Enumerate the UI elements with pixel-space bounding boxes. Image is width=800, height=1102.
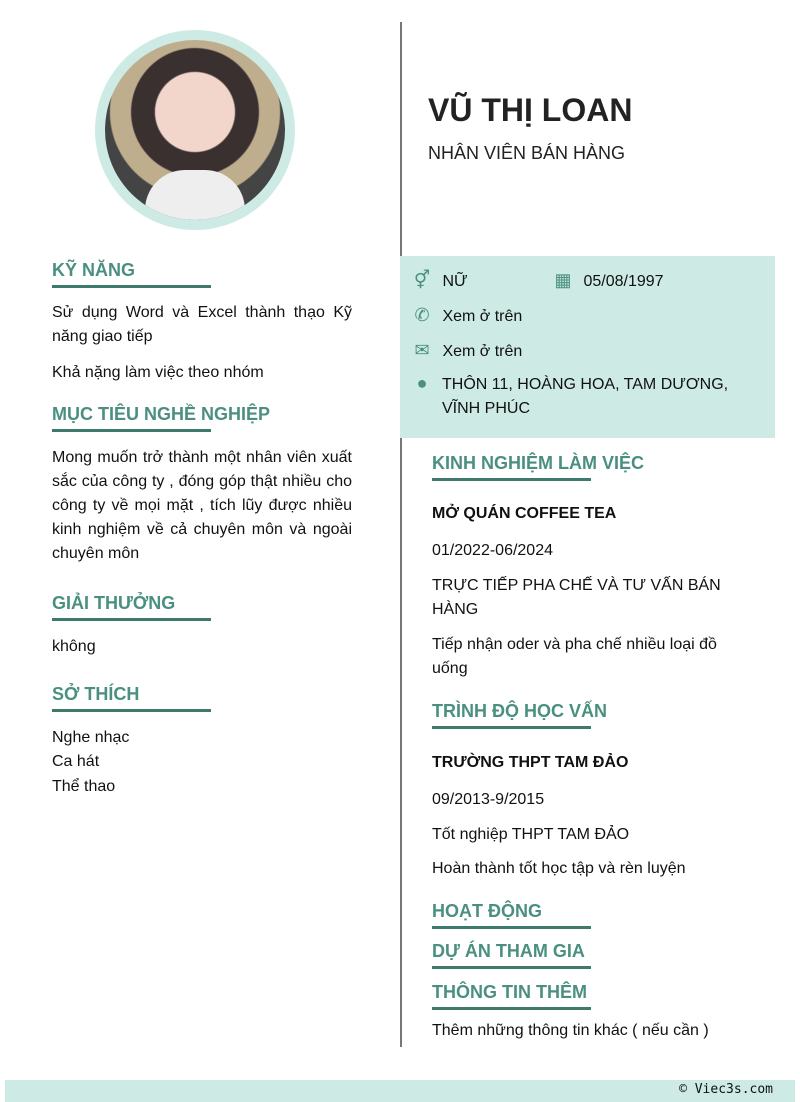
dob-value: 05/08/1997 — [583, 273, 664, 290]
education-period: 09/2013-9/2015 — [432, 791, 545, 808]
avatar — [95, 30, 295, 230]
skills-heading: KỸ NĂNG — [52, 260, 211, 288]
column-divider — [400, 22, 402, 1047]
skill-item: Khả nặng làm việc theo nhóm — [52, 364, 264, 381]
hobby-item: Thể thao — [52, 778, 116, 795]
gender-icon: ⚥ — [413, 270, 431, 290]
hobbies-heading: SỞ THÍCH — [52, 684, 211, 712]
experience-period: 01/2022-06/2024 — [432, 542, 553, 559]
education-degree: Tốt nghiệp THPT TAM ĐẢO — [432, 826, 630, 843]
objective-heading: MỤC TIÊU NGHỀ NGHIỆP — [52, 404, 211, 432]
candidate-name: VŨ THỊ LOAN — [428, 92, 633, 128]
address-value: THÔN 11, HOÀNG HOA, TAM DƯƠNG, VĨNH PHÚC — [442, 376, 729, 417]
email-row — [412, 340, 522, 364]
objective-text: Mong muốn trở thành một nhân viên xuất sắc của công ty , đóng góp thật nhiều cho công ty về mọi mặt , tích lũy được nhiều kinh nghiệm về cả chuyên môn và ngoài chuyên môn — [52, 449, 352, 562]
calendar-icon: ▦ — [554, 270, 572, 290]
extra-info-text: Thêm những thông tin khác ( nếu cần ) — [432, 1022, 709, 1039]
phone-value: Xem ở trên — [442, 308, 523, 325]
location-pin-icon: ● — [416, 373, 428, 393]
activities-heading: HOẠT ĐỘNG — [432, 901, 591, 929]
job-title: NHÂN VIÊN BÁN HÀNG — [428, 143, 626, 163]
experience-role: TRỰC TIẾP PHA CHẾ VÀ TƯ VẤN BÁN HÀNG — [432, 577, 721, 618]
gender-row — [412, 270, 468, 294]
dob-row — [553, 270, 664, 294]
awards-heading: GIẢI THƯỞNG — [52, 593, 211, 621]
hobby-item: Nghe nhạc — [52, 729, 130, 746]
education-desc: Hoàn thành tốt học tập và rèn luyện — [432, 860, 686, 877]
projects-heading: DỰ ÁN THAM GIA — [432, 941, 591, 969]
footer-credit: © Viec3s.com — [5, 1080, 795, 1102]
experience-heading: KINH NGHIỆM LÀM VIỆC — [432, 453, 591, 481]
awards-text: không — [52, 638, 96, 655]
email-value: Xem ở trên — [442, 343, 523, 360]
education-school: TRƯỜNG THPT TAM ĐẢO — [432, 754, 629, 771]
experience-company: MỞ QUÁN COFFEE TEA — [432, 505, 617, 522]
phone-row — [412, 305, 522, 329]
experience-desc: Tiếp nhận oder và pha chế nhiều loại đồ uống — [432, 636, 717, 677]
education-heading: TRÌNH ĐỘ HỌC VẤN — [432, 701, 591, 729]
address-row — [412, 373, 752, 421]
email-icon: ✉ — [414, 340, 430, 360]
gender-value: NỮ — [442, 273, 468, 290]
extra-info-heading: THÔNG TIN THÊM — [432, 982, 591, 1010]
hobby-item: Ca hát — [52, 753, 100, 770]
skill-item: Sử dụng Word và Excel thành thạo Kỹ năng giao tiếp — [52, 304, 352, 345]
phone-icon: ✆ — [414, 305, 430, 325]
